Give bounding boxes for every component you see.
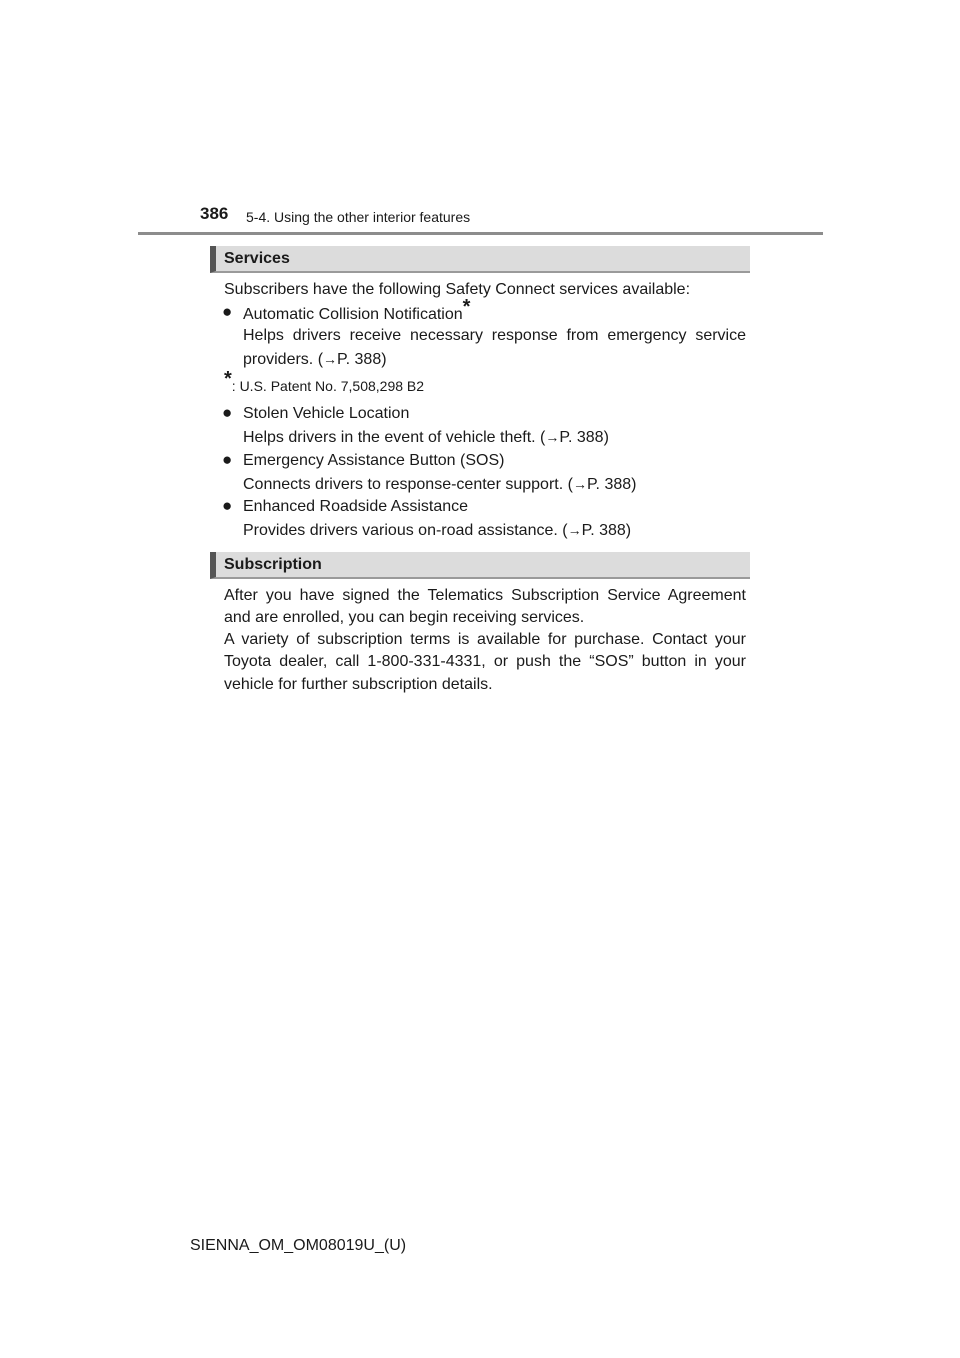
subscription-title: Subscription [224, 556, 322, 573]
list-item-description [243, 348, 387, 371]
services-section-header [210, 246, 750, 273]
list-item-description [243, 426, 609, 449]
footnote-text: : U.S. Patent No. 7,508,298 B2 [231, 378, 425, 394]
arrow-right-icon: → [567, 522, 582, 538]
services-intro: Subscribers have the following Safety Connect services available: [224, 281, 691, 298]
bullet-icon: ● [222, 302, 233, 321]
list-item-title [243, 296, 471, 326]
footnote [224, 368, 425, 398]
page-reference-link[interactable]: P. 388) [559, 429, 609, 446]
page-reference-link[interactable]: P. 388) [337, 351, 387, 368]
list-item-title: Emergency Assistance Button (SOS) [243, 452, 505, 469]
section-label: 5-4. Using the other interior features [246, 209, 471, 225]
description-text: Provides drivers various on-road assistance. ( [243, 522, 568, 539]
arrow-right-icon: → [545, 429, 560, 445]
bullet-icon: ● [222, 450, 233, 469]
list-item-description [243, 473, 636, 496]
header-rule [138, 232, 823, 235]
document-id-footer: SIENNA_OM_OM08019U_(U) [190, 1237, 407, 1254]
arrow-right-icon: → [572, 476, 587, 492]
description-text: providers. ( [243, 351, 324, 368]
list-item-title: Stolen Vehicle Location [243, 405, 410, 422]
description-text: Helps drivers in the event of vehicle theft. ( [243, 429, 546, 446]
list-item-title: Enhanced Roadside Assistance [243, 498, 469, 515]
asterisk-marker: * [462, 296, 471, 318]
bullet-icon: ● [222, 496, 233, 515]
subscription-section-header [210, 552, 750, 579]
services-title: Services [224, 250, 290, 267]
asterisk-marker: * [224, 368, 232, 390]
item-name: Automatic Collision Notification [243, 306, 463, 323]
page-number: 386 [200, 204, 229, 223]
page-reference-link[interactable]: P. 388) [586, 476, 637, 493]
page-reference-link[interactable]: P. 388) [581, 522, 632, 539]
list-item-description [243, 519, 631, 542]
subscription-paragraph-2: A variety of subscription terms is available for purchase. Contact your Toyota dealer, call 1-800-331-4331, or push the “SOS” button in your vehicle for further subscription details. [224, 631, 746, 693]
arrow-right-icon: → [323, 351, 338, 367]
list-item-description: Helps drivers receive necessary response from emergency service [243, 327, 746, 344]
description-text: Connects drivers to response-center support. ( [243, 476, 573, 493]
subscription-paragraph-1: After you have signed the Telematics Subscription Service Agreement and are enrolled, you can begin receiving services. [224, 587, 746, 627]
bullet-icon: ● [222, 403, 233, 422]
